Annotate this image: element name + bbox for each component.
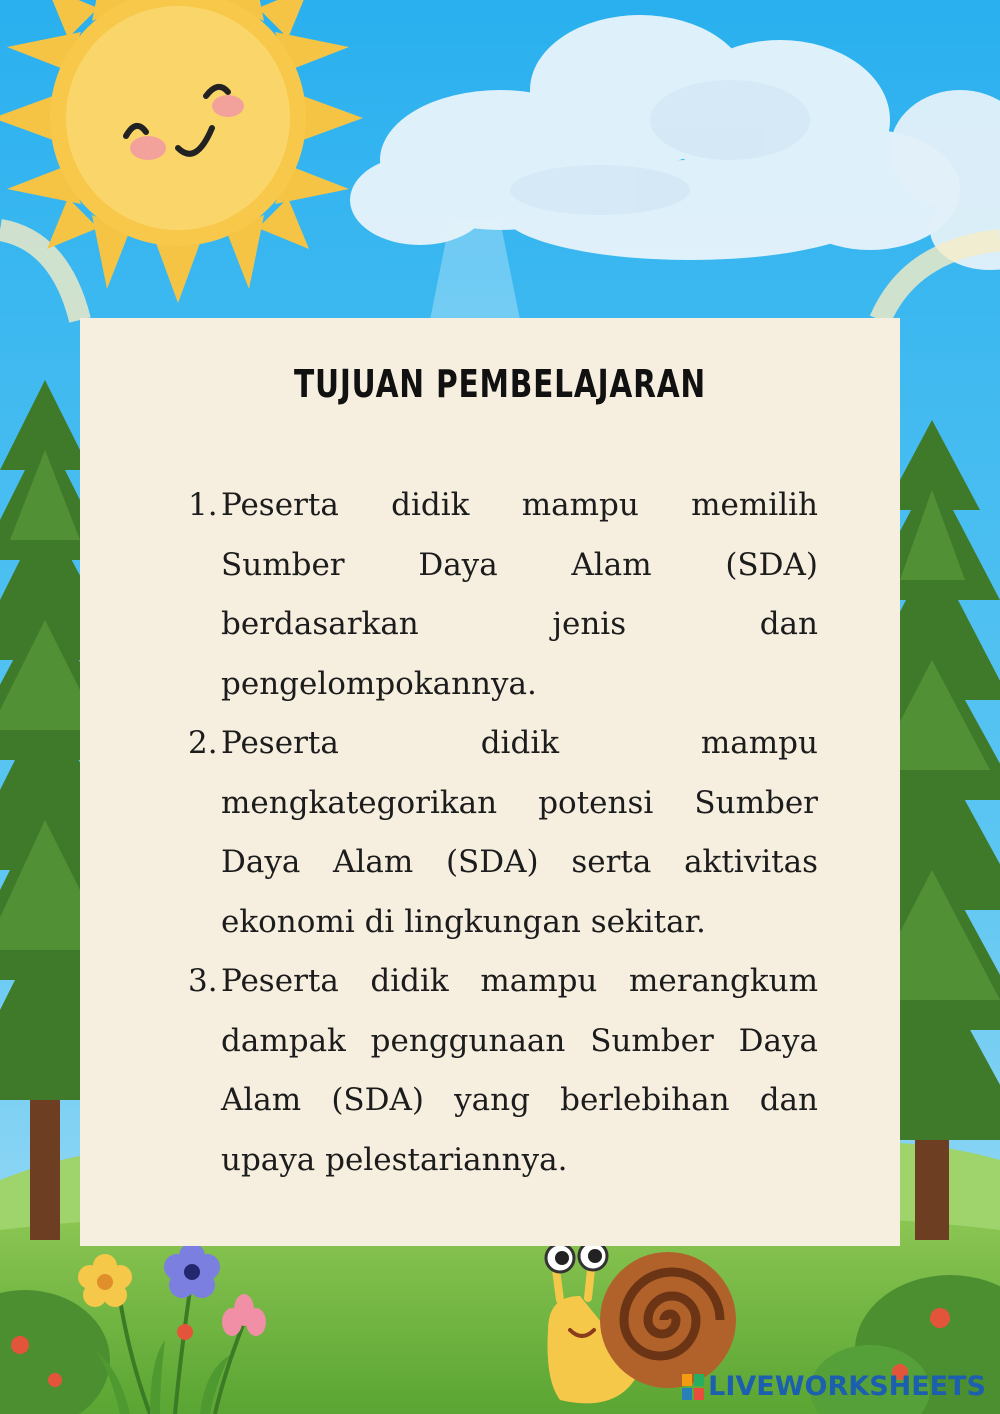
watermark-text: LIVEWORKSHEETS (708, 1371, 986, 1402)
list-item (188, 476, 818, 714)
list-item (188, 714, 818, 952)
item-text: Peserta didik mampu merangkum dampak penggunaan Sumber Daya Alam (SDA) yang berlebihan dan upaya pelestariannya. (221, 963, 818, 1178)
item-number: 1. (188, 487, 218, 523)
liveworksheets-logo-icon (682, 1374, 704, 1400)
item-number: 2. (188, 725, 218, 761)
item-number: 3. (188, 963, 218, 999)
page-title: TUJUAN PEMBELAJARAN (293, 362, 707, 406)
list-item (188, 952, 818, 1190)
item-text: Peserta didik mampu memilih Sumber Daya Alam (SDA) berdasarkan jenis dan pengelompokannya. (221, 487, 818, 702)
item-text: Peserta didik mampu mengkategorikan potensi Sumber Daya Alam (SDA) serta aktivitas ekonomi di lingkungan sekitar. (221, 725, 818, 940)
liveworksheets-watermark (682, 1371, 986, 1402)
objectives-list (188, 476, 818, 1190)
